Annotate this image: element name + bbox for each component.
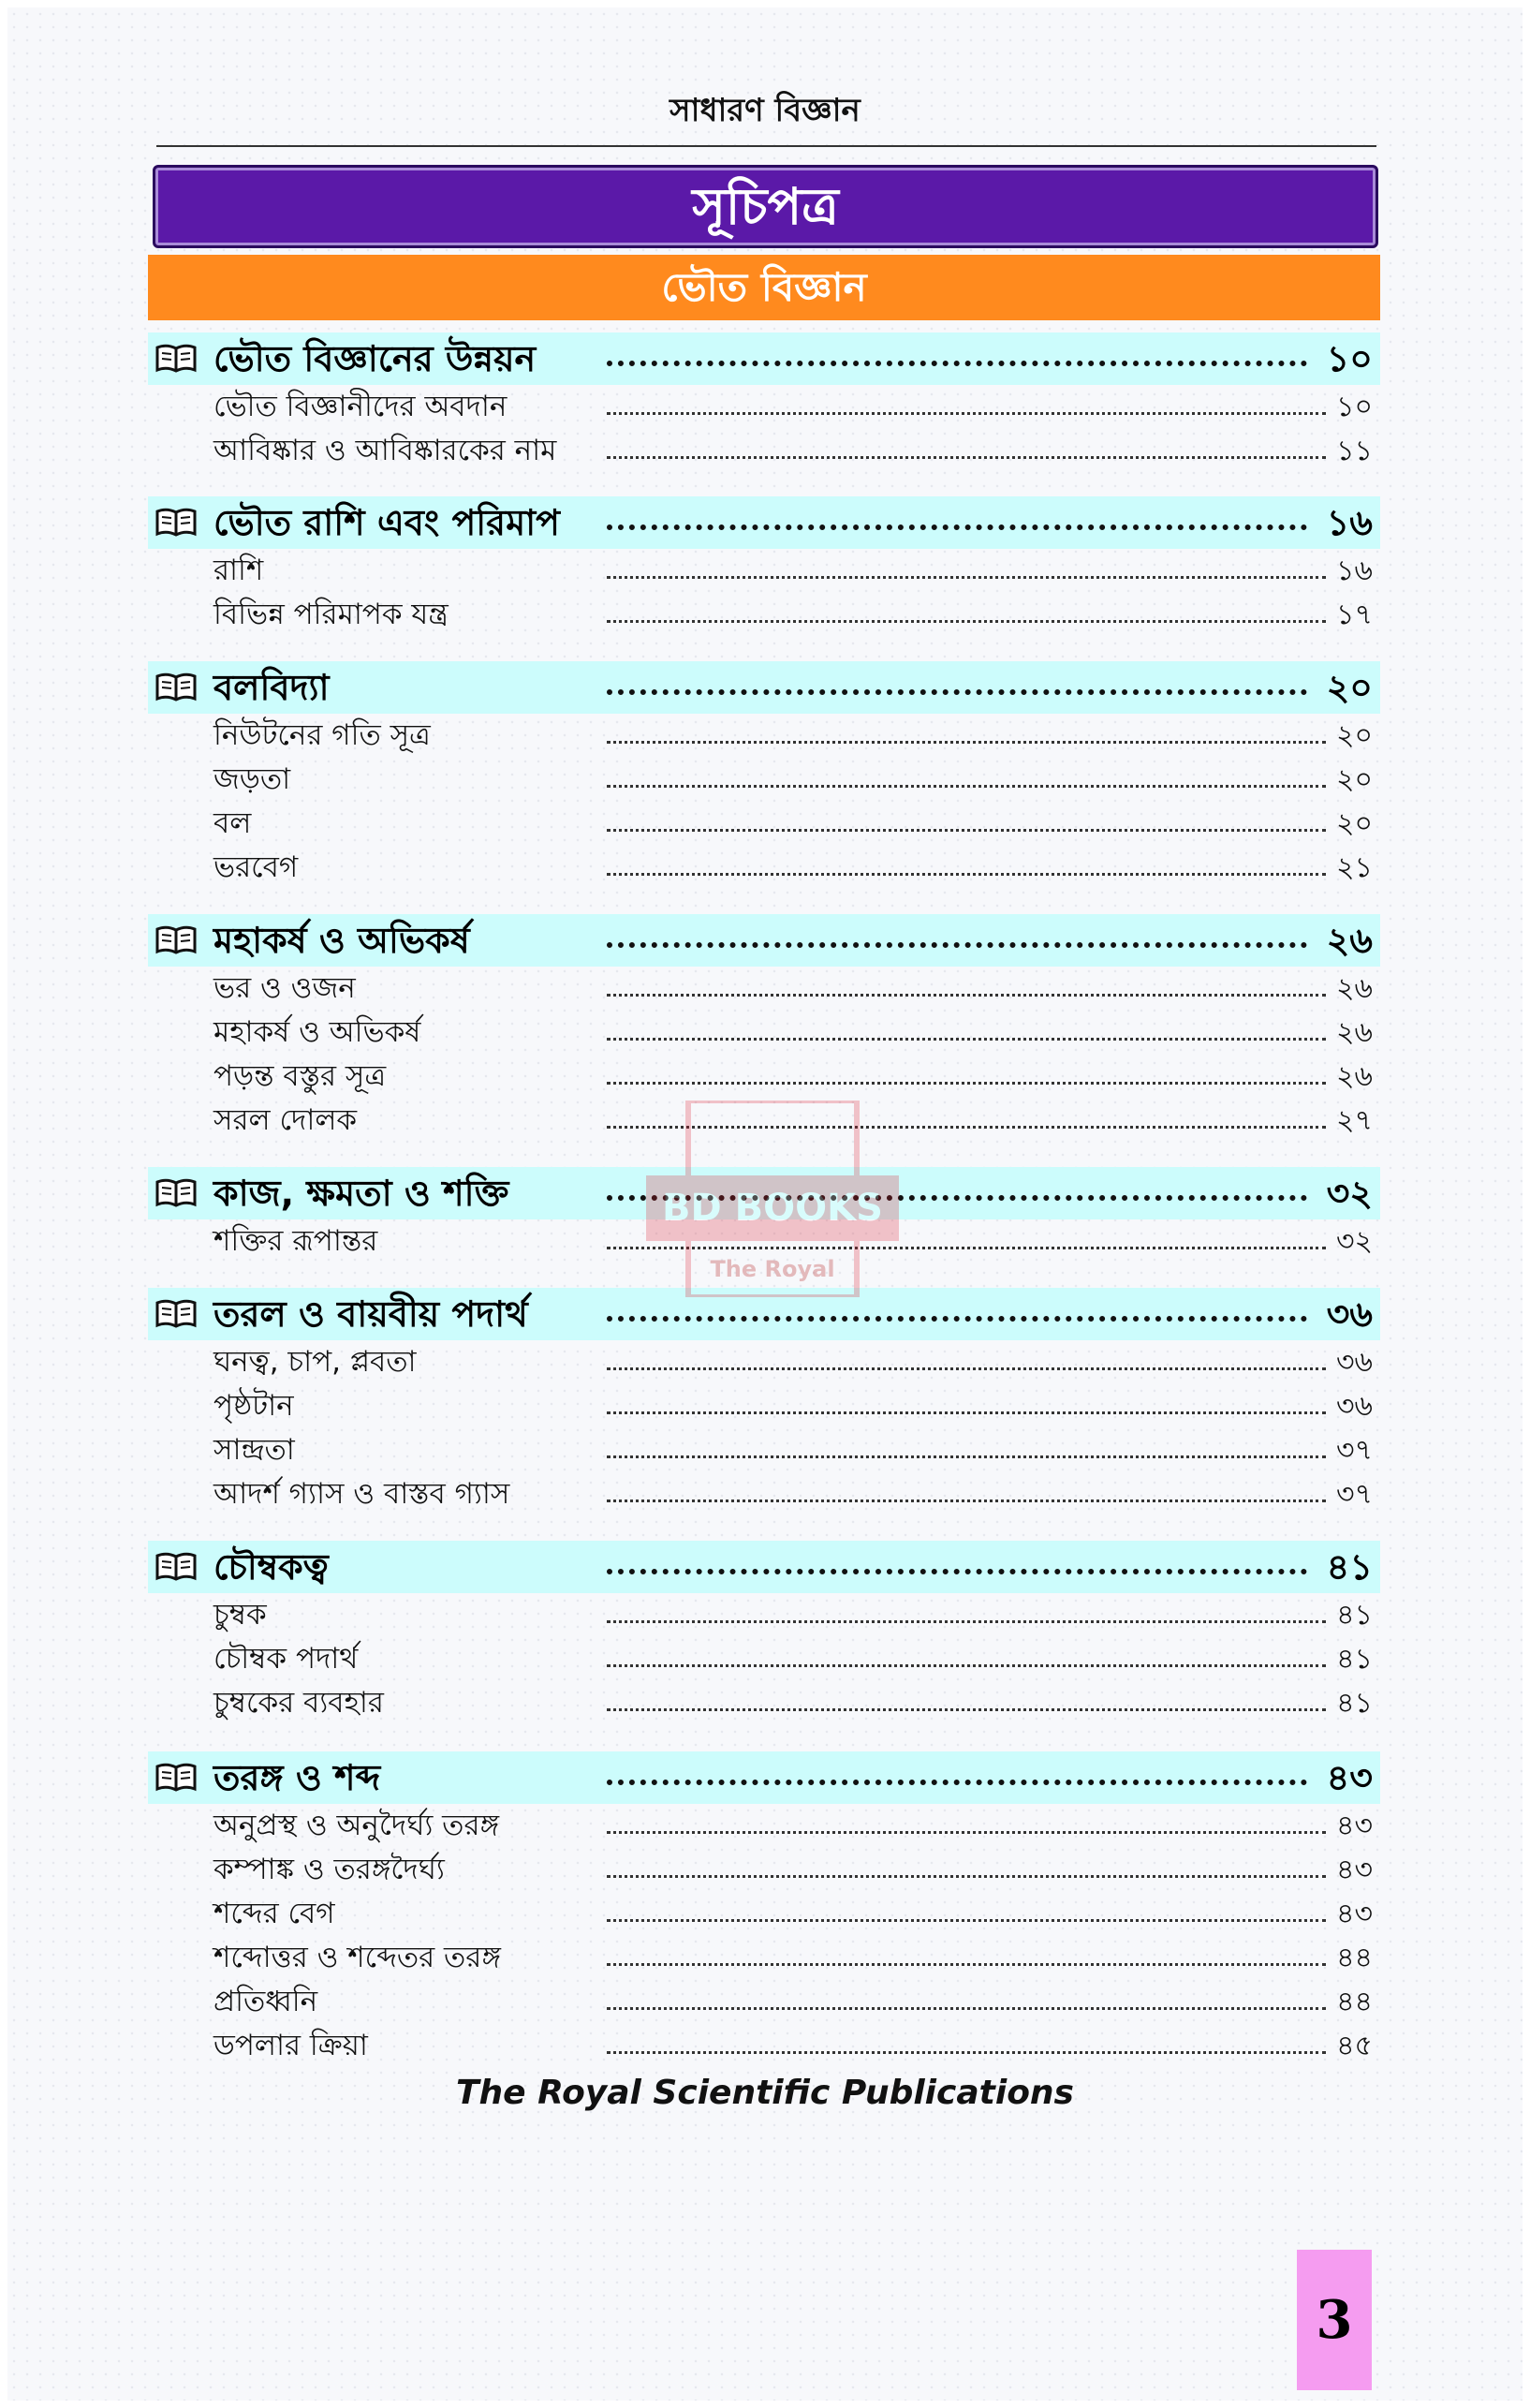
toc-entry [148, 549, 1380, 593]
toc-entry-page: ৪১ [1336, 1643, 1373, 1676]
toc-entry-label: সরল দোলক [213, 1103, 358, 1137]
toc-entry-label: মহাকর্ষ ও অভিকর্ষ [213, 1015, 421, 1049]
toc-entry-page: ২৬ [1335, 1016, 1373, 1049]
dot-leader [607, 1038, 1326, 1041]
toc-entry-page: ২০ [1335, 807, 1373, 840]
toc-section-page: ৪১ [1326, 1546, 1373, 1588]
toc-entry-label: ডপলার ক্রিয়া [213, 2029, 368, 2062]
toc-entry [148, 593, 1380, 637]
toc-entry-label: আদর্শ গ্যাস ও বাস্তব গ্যাস [213, 1477, 510, 1511]
toc-section-title: বলবিদ্যা [213, 667, 330, 708]
toc-section-heading [148, 1751, 1380, 1804]
dot-leader [607, 942, 1307, 948]
toc-entry-label: সান্দ্রতা [213, 1433, 295, 1467]
open-book-icon [155, 1552, 197, 1582]
toc-entry-page: ১১ [1336, 435, 1373, 467]
dot-leader [607, 1569, 1307, 1574]
toc-entry-label: ভর ও ওজন [213, 971, 356, 1005]
toc-entry [148, 1637, 1380, 1681]
toc-entry [148, 1936, 1380, 1980]
toc-entry-page: ৪১ [1336, 1599, 1373, 1632]
toc-entry-label: ভরবেগ [213, 850, 299, 884]
toc-entry-page: ৪৫ [1336, 2030, 1373, 2062]
toc-entry-label: চুম্বক [213, 1598, 267, 1632]
toc-entry [148, 1472, 1380, 1516]
dot-leader [607, 1367, 1326, 1370]
toc-entry-page: ৪৩ [1336, 1810, 1373, 1842]
dot-leader [607, 1620, 1326, 1623]
toc-entry-page: ৩৬ [1335, 1390, 1373, 1423]
toc-entry-label: জড়তা [213, 762, 291, 796]
toc-section-heading [148, 661, 1380, 714]
dot-leader [607, 994, 1326, 997]
toc-section-page: ৩৬ [1326, 1293, 1373, 1335]
dot-leader [607, 2007, 1326, 2010]
dot-leader [607, 741, 1326, 744]
toc-entry-page: ৪৩ [1336, 1854, 1373, 1886]
toc-section-page: ১০ [1326, 338, 1373, 379]
toc-entry-page: ২৬ [1335, 972, 1373, 1005]
dot-leader [607, 1963, 1326, 1966]
dot-leader [607, 1780, 1307, 1785]
watermark-logo [646, 1101, 899, 1297]
dot-leader [607, 1708, 1326, 1711]
dot-leader [607, 1316, 1307, 1322]
toc-entry-label: আবিষ্কার ও আবিষ্কারকের নাম [213, 434, 557, 467]
dot-leader [607, 1082, 1326, 1085]
toc-entry-label: পড়ন্ত বস্তুর সূত্র [213, 1059, 387, 1093]
watermark-sub: The Royal [710, 1256, 835, 1282]
dot-leader [607, 1455, 1326, 1458]
toc-section [148, 661, 1380, 890]
dot-leader [607, 1411, 1326, 1414]
dot-leader [607, 524, 1307, 530]
toc-entry [148, 1340, 1380, 1384]
toc-entry-page: ৪১ [1336, 1687, 1373, 1720]
toc-entry [148, 714, 1380, 758]
toc-section [148, 332, 1380, 473]
toc-entry [148, 758, 1380, 802]
dot-leader [607, 873, 1326, 876]
toc-entry-label: শব্দের বেগ [213, 1897, 335, 1930]
toc-entry [148, 1980, 1380, 2024]
toc-entry-label: শব্দোত্তর ও শব্দেতর তরঙ্গ [213, 1941, 501, 1974]
toc-section-title: চৌম্বকত্ব [213, 1546, 329, 1588]
dot-leader [607, 829, 1326, 832]
toc-entry-label: বল [213, 806, 252, 840]
toc-entry [148, 1804, 1380, 1848]
toc-section [148, 1288, 1380, 1516]
dot-leader [607, 620, 1326, 623]
toc-entry-label: নিউটনের গতি সূত্র [213, 718, 431, 752]
dot-leader [607, 1875, 1326, 1878]
toc-section-page: ২০ [1326, 667, 1373, 708]
toc-entry [148, 1593, 1380, 1637]
toc-section-title: কাজ, ক্ষমতা ও শক্তি [213, 1173, 509, 1214]
toc-entry-label: শক্তির রূপান্তর [213, 1224, 378, 1258]
dot-leader [607, 2051, 1326, 2054]
toc-section-title: ভৌত বিজ্ঞানের উন্নয়ন [213, 338, 537, 379]
running-header: সাধারণ বিজ্ঞান [669, 92, 861, 129]
open-book-icon [155, 1763, 197, 1793]
toc-entry [148, 385, 1380, 429]
open-book-icon [155, 508, 197, 538]
header-rule [156, 145, 1376, 147]
toc-section-title: তরল ও বায়বীয় পদার্থ [213, 1293, 528, 1335]
toc-section-title: মহাকর্ষ ও অভিকর্ষ [213, 920, 470, 961]
open-book-icon [155, 1299, 197, 1329]
toc-entry [148, 967, 1380, 1011]
toc-entry-page: ১০ [1336, 391, 1373, 423]
toc-section-title: ভৌত রাশি এবং পরিমাপ [213, 502, 560, 543]
toc-section-page: ২৬ [1326, 920, 1373, 961]
toc-section-heading [148, 1541, 1380, 1593]
dot-leader [607, 456, 1326, 459]
toc-entry [148, 846, 1380, 890]
toc-entry-label: বিভিন্ন পরিমাপক যন্ত্র [213, 598, 449, 631]
toc-entry [148, 1384, 1380, 1428]
toc-entry-label: অনুপ্রস্থ ও অনুদৈর্ঘ্য তরঙ্গ [213, 1809, 500, 1842]
toc-entry-page: ৩২ [1335, 1225, 1373, 1258]
toc-entry-page: ৩৭ [1335, 1478, 1373, 1511]
toc-entry [148, 1055, 1380, 1099]
toc-section-title: তরঙ্গ ও শব্দ [213, 1757, 381, 1798]
toc-entry-label: প্রতিধ্বনি [213, 1985, 318, 2018]
dot-leader [607, 1664, 1326, 1667]
toc-section-heading [148, 914, 1380, 967]
toc-entry-page: ২৭ [1335, 1104, 1373, 1137]
toc-entry-label: পৃষ্ঠটান [213, 1389, 294, 1423]
toc-entry [148, 1892, 1380, 1936]
open-book-icon [155, 1178, 197, 1208]
dot-leader [607, 785, 1326, 788]
toc-entry-page: ৩৬ [1335, 1346, 1373, 1379]
toc-section-page: ১৬ [1326, 502, 1373, 543]
dot-leader [607, 412, 1326, 415]
toc-entry-page: ২০ [1335, 719, 1373, 752]
toc-entry-label: রাশি [213, 554, 264, 587]
open-book-icon [155, 925, 197, 955]
toc-entry-page: ৪৪ [1336, 1986, 1373, 2018]
toc-section [148, 1541, 1380, 1725]
toc-section [148, 1751, 1380, 2068]
toc-entry-page: ৪৩ [1336, 1898, 1373, 1930]
watermark-brand: BD BOOKS [662, 1187, 883, 1230]
open-book-icon [155, 344, 197, 374]
subject-heading: ভৌত বিজ্ঞান [148, 255, 1380, 320]
toc-entry-page: ১৭ [1336, 598, 1373, 631]
toc-entry [148, 2024, 1380, 2068]
toc-section-heading [148, 332, 1380, 385]
toc-entry [148, 1011, 1380, 1055]
page-title: সূচিপত্র [153, 165, 1378, 248]
toc-entry [148, 429, 1380, 473]
dot-leader [607, 1919, 1326, 1922]
toc-entry-page: ২১ [1336, 851, 1373, 884]
dot-leader [607, 1831, 1326, 1834]
toc-section-page: ৩২ [1326, 1173, 1373, 1214]
dot-leader [607, 361, 1307, 366]
publisher-footer: The Royal Scientific Publications [456, 2074, 1074, 2112]
dot-leader [607, 1499, 1326, 1502]
toc-entry [148, 1681, 1380, 1725]
open-book-icon [155, 672, 197, 702]
page-number-tab: 3 [1297, 2250, 1372, 2390]
toc-entry [148, 1428, 1380, 1472]
toc-section [148, 496, 1380, 637]
toc-entry-page: ৩৭ [1335, 1434, 1373, 1467]
toc-section-page: ৪৩ [1326, 1757, 1373, 1798]
toc-entry-label: কম্পাঙ্ক ও তরঙ্গদৈর্ঘ্য [213, 1853, 445, 1886]
toc-entry-label: ভৌত বিজ্ঞানীদের অবদান [213, 390, 508, 423]
toc-entry [148, 1848, 1380, 1892]
dot-leader [607, 576, 1326, 579]
toc-entry-label: ঘনত্ব, চাপ, প্লবতা [213, 1345, 417, 1379]
toc-entry-page: ৪৪ [1336, 1942, 1373, 1974]
dot-leader [607, 689, 1307, 695]
toc-entry-page: ২৬ [1335, 1060, 1373, 1093]
toc-section-heading [148, 496, 1380, 549]
toc-entry-page: ২০ [1335, 763, 1373, 796]
toc-entry [148, 802, 1380, 846]
toc-entry-label: চুম্বকের ব্যবহার [213, 1686, 384, 1720]
toc-entry-page: ১৬ [1336, 554, 1373, 587]
toc-entry-label: চৌম্বক পদার্থ [213, 1642, 359, 1676]
